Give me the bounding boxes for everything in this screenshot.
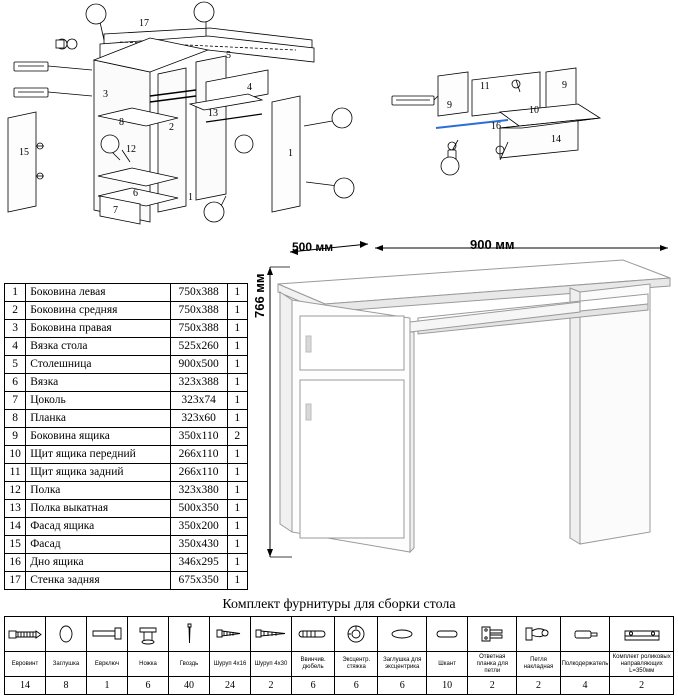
hardware-count: 8: [46, 677, 87, 695]
part-size: 323х388: [170, 374, 227, 392]
hardware-label: Комплект роликовых направляющих L=350мм: [610, 652, 674, 677]
table-row: [5, 410, 248, 428]
desk-dimension-drawing: [250, 232, 678, 592]
hardware-label: Ответная планка для петли: [468, 652, 517, 677]
part-qty: 1: [227, 392, 247, 410]
nail-icon: [169, 617, 210, 652]
hardware-label: Еврключ: [87, 652, 128, 677]
part-size: 266х110: [170, 446, 227, 464]
exploded-view-svg: [0, 0, 678, 235]
part-size: 323х60: [170, 410, 227, 428]
svg-text:14: 14: [551, 134, 561, 145]
part-name: Щит ящика передний: [26, 446, 170, 464]
table-row: [5, 518, 248, 536]
table-row: [5, 392, 248, 410]
hardware-label: Евровинт: [5, 652, 46, 677]
hardware-section-title: Комплект фурнитуры для сборки стола: [222, 597, 456, 612]
part-qty: 2: [227, 428, 247, 446]
hardware-count: 10: [427, 677, 468, 695]
hardware-label: Шуруп 4х16: [210, 652, 251, 677]
part-name: Вязка: [26, 374, 170, 392]
height-dimension-label: 766 мм: [252, 273, 267, 318]
hardware-label: Гвоздь: [169, 652, 210, 677]
table-row: [5, 428, 248, 446]
part-number: 13: [5, 500, 26, 518]
screw-icon: [5, 617, 46, 652]
hardware-label: Петля накладная: [517, 652, 560, 677]
table-row: [5, 356, 248, 374]
part-size: 750х388: [170, 284, 227, 302]
table-row: [5, 536, 248, 554]
part-qty: 1: [227, 536, 247, 554]
table-row: [5, 320, 248, 338]
svg-text:6: 6: [133, 188, 138, 199]
part-size: 350х110: [170, 428, 227, 446]
part-size: 900х500: [170, 356, 227, 374]
depth-dimension-label: 500 мм: [292, 240, 334, 254]
eccentric-icon: [335, 617, 378, 652]
table-row: [5, 302, 248, 320]
hardware-count: 2: [610, 677, 674, 695]
cap-icon: [46, 617, 87, 652]
part-qty: 1: [227, 500, 247, 518]
hardware-count: 24: [210, 677, 251, 695]
svg-text:1: 1: [188, 192, 193, 203]
eccentric-cap-icon: [378, 617, 427, 652]
part-size: 350х430: [170, 536, 227, 554]
part-number: 3: [5, 320, 26, 338]
part-number: 2: [5, 302, 26, 320]
hinge-plate-icon: [468, 617, 517, 652]
part-qty: 1: [227, 446, 247, 464]
part-size: 750х388: [170, 302, 227, 320]
hardware-label: Шуруп 4х30: [251, 652, 292, 677]
hardware-count: 6: [378, 677, 427, 695]
hardware-label: Полкодержатель: [560, 652, 610, 677]
part-number: 14: [5, 518, 26, 536]
svg-text:16: 16: [491, 121, 501, 132]
svg-text:5: 5: [226, 50, 231, 61]
part-qty: 1: [227, 464, 247, 482]
table-row: [5, 482, 248, 500]
part-name: Боковина средняя: [26, 302, 170, 320]
hardware-count: 14: [5, 677, 46, 695]
slide-icon: [610, 617, 674, 652]
hardware-count: 40: [169, 677, 210, 695]
part-qty: 1: [227, 374, 247, 392]
part-size: 323х380: [170, 482, 227, 500]
svg-text:12: 12: [126, 144, 136, 155]
hardware-count: 4: [560, 677, 610, 695]
hardware-label: Заглушка для эксцентрика: [378, 652, 427, 677]
part-size: 500х350: [170, 500, 227, 518]
svg-text:2: 2: [169, 122, 174, 133]
hardware-label: Шкант: [427, 652, 468, 677]
hardware-count: 2: [517, 677, 560, 695]
svg-text:7: 7: [113, 205, 118, 216]
part-name: Фасад ящика: [26, 518, 170, 536]
part-qty: 1: [227, 482, 247, 500]
part-qty: 1: [227, 320, 247, 338]
part-qty: 1: [227, 338, 247, 356]
screw4x30-icon: [251, 617, 292, 652]
part-name: Фасад: [26, 536, 170, 554]
svg-text:1: 1: [288, 148, 293, 159]
part-number: 11: [5, 464, 26, 482]
hardware-count: 1: [87, 677, 128, 695]
hardware-count: 6: [292, 677, 335, 695]
part-qty: 1: [227, 572, 247, 590]
part-number: 10: [5, 446, 26, 464]
part-qty: 1: [227, 410, 247, 428]
table-row: [5, 338, 248, 356]
table-row: [5, 464, 248, 482]
svg-text:13: 13: [208, 108, 218, 119]
part-name: Вязка стола: [26, 338, 170, 356]
part-number: 16: [5, 554, 26, 572]
part-number: 8: [5, 410, 26, 428]
foot-icon: [128, 617, 169, 652]
screw4x16-icon: [210, 617, 251, 652]
dowel-icon: [292, 617, 335, 652]
svg-text:15: 15: [19, 147, 29, 158]
svg-text:4: 4: [247, 82, 252, 93]
part-name: Щит ящика задний: [26, 464, 170, 482]
part-size: 675х350: [170, 572, 227, 590]
part-name: Боковина правая: [26, 320, 170, 338]
part-qty: 1: [227, 518, 247, 536]
part-number: 17: [5, 572, 26, 590]
table-row: [5, 554, 248, 572]
hardware-count: 6: [128, 677, 169, 695]
parts-table: [4, 283, 248, 590]
table-row: [5, 284, 248, 302]
part-size: 750х388: [170, 320, 227, 338]
hardware-table: [4, 616, 674, 695]
exploded-assembly-diagram: [0, 0, 678, 235]
part-name: Полка: [26, 482, 170, 500]
svg-text:10: 10: [529, 105, 539, 116]
shkant-icon: [427, 617, 468, 652]
part-size: 525х260: [170, 338, 227, 356]
hardware-label: Заглушка: [46, 652, 87, 677]
part-number: 4: [5, 338, 26, 356]
part-number: 15: [5, 536, 26, 554]
part-name: Цоколь: [26, 392, 170, 410]
part-size: 323х74: [170, 392, 227, 410]
svg-text:9: 9: [562, 80, 567, 91]
hardware-label: Ножка: [128, 652, 169, 677]
svg-text:9: 9: [447, 100, 452, 111]
part-number: 9: [5, 428, 26, 446]
hardware-label: Эксцентр. стяжка: [335, 652, 378, 677]
part-size: 346х295: [170, 554, 227, 572]
table-row: [5, 500, 248, 518]
part-qty: 1: [227, 302, 247, 320]
svg-text:11: 11: [480, 81, 490, 92]
desk-svg: [250, 232, 678, 592]
table-row: [5, 374, 248, 392]
table-row: [5, 446, 248, 464]
part-name: Стенка задняя: [26, 572, 170, 590]
svg-text:8: 8: [119, 117, 124, 128]
part-number: 1: [5, 284, 26, 302]
part-name: Боковина ящика: [26, 428, 170, 446]
hardware-count: 6: [335, 677, 378, 695]
part-name: Планка: [26, 410, 170, 428]
part-name: Боковина левая: [26, 284, 170, 302]
part-name: Столешница: [26, 356, 170, 374]
part-qty: 1: [227, 554, 247, 572]
part-qty: 1: [227, 356, 247, 374]
shelf-support-icon: [560, 617, 610, 652]
part-number: 5: [5, 356, 26, 374]
svg-text:17: 17: [139, 18, 149, 29]
hinge-icon: [517, 617, 560, 652]
hardware-count: 2: [251, 677, 292, 695]
hardware-count: 2: [468, 677, 517, 695]
part-size: 350х200: [170, 518, 227, 536]
eurokey-icon: [87, 617, 128, 652]
part-name: Полка выкатная: [26, 500, 170, 518]
width-dimension-label: 900 мм: [470, 237, 515, 252]
hardware-label: Ввинчив. дюбель: [292, 652, 335, 677]
part-size: 266х110: [170, 464, 227, 482]
part-qty: 1: [227, 284, 247, 302]
table-row: [5, 572, 248, 590]
part-name: Дно ящика: [26, 554, 170, 572]
part-number: 6: [5, 374, 26, 392]
part-number: 7: [5, 392, 26, 410]
part-number: 12: [5, 482, 26, 500]
svg-text:3: 3: [103, 89, 108, 100]
